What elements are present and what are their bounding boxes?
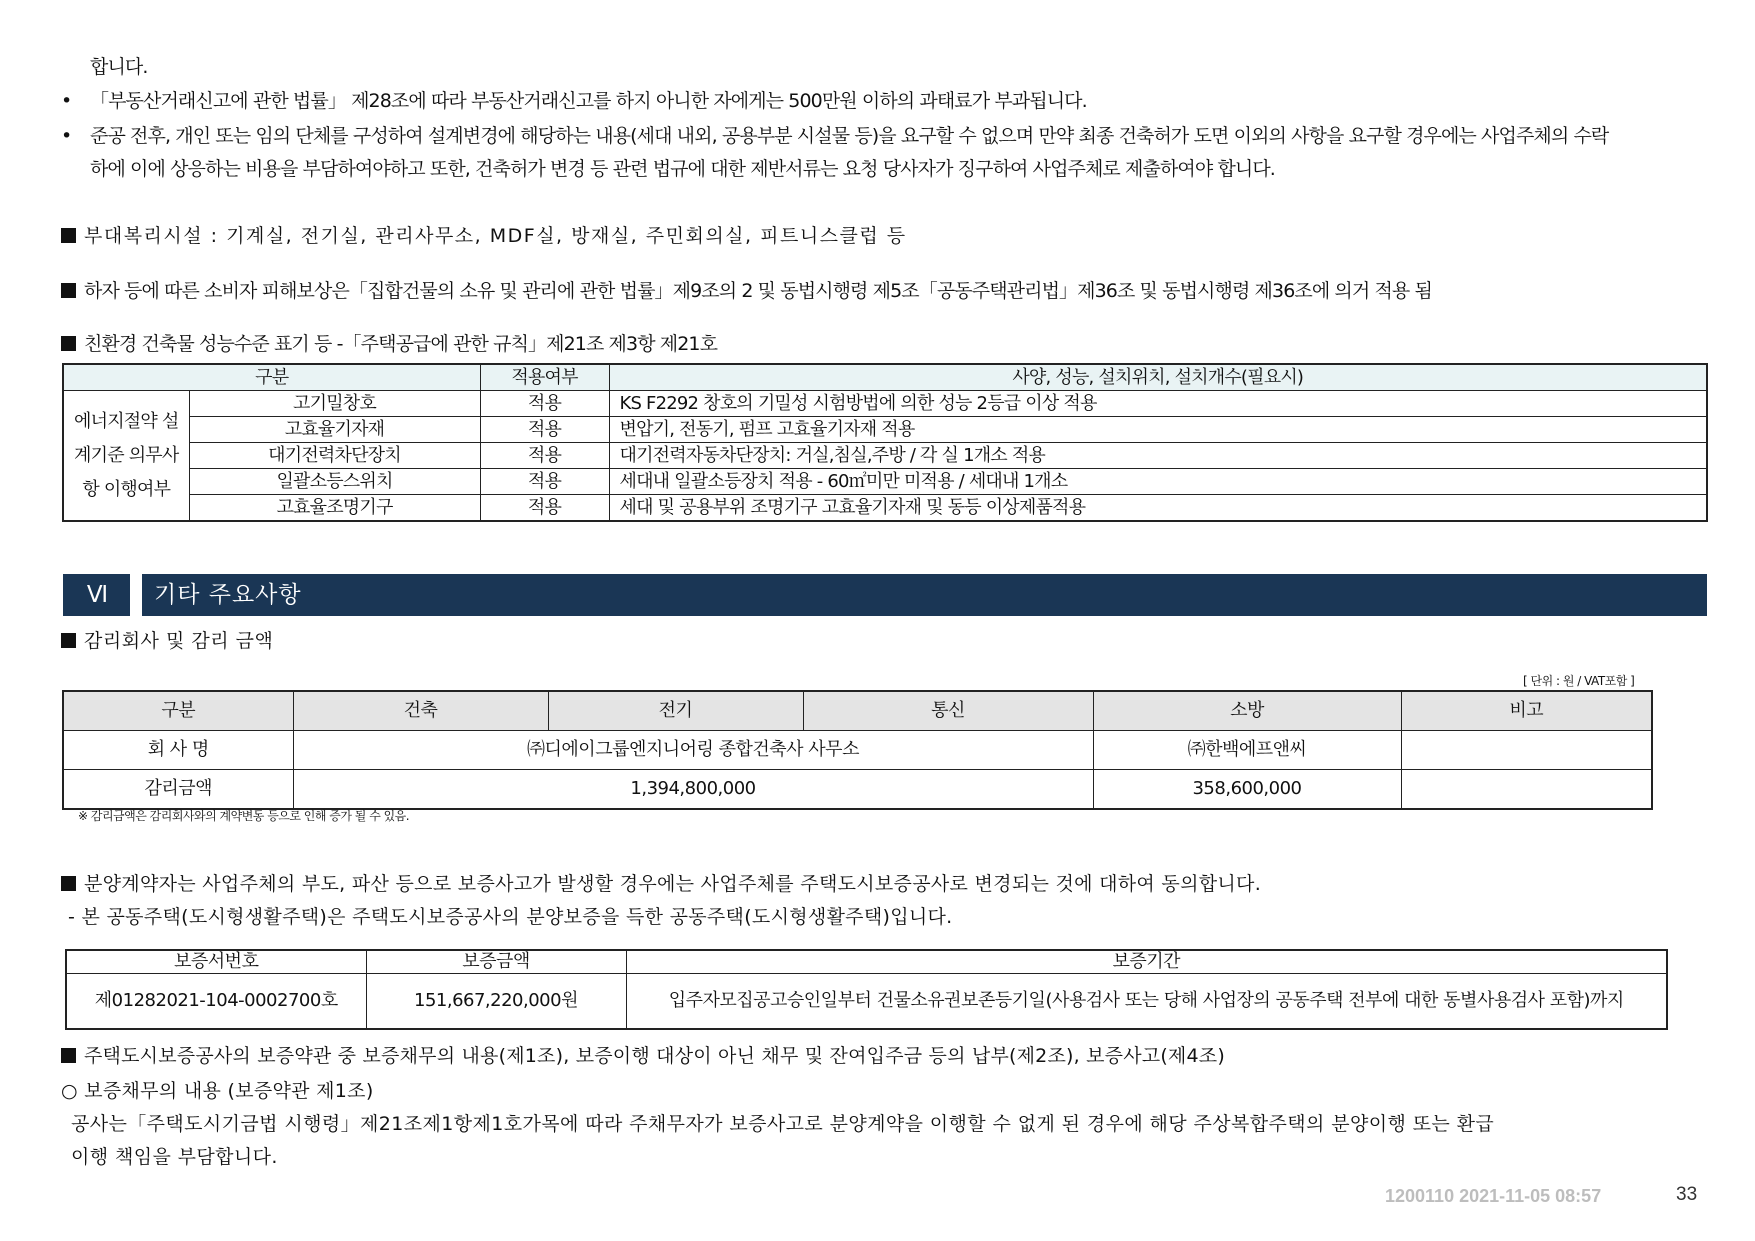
column-header: 적용여부 bbox=[480, 364, 609, 391]
table-header-row bbox=[63, 691, 1652, 731]
defect-compensation-line bbox=[61, 278, 1432, 304]
column-header: 보증기간 bbox=[626, 950, 1667, 974]
company-main-cell: ㈜디에이그룹엔지니어링 종합건축사 사무소 bbox=[293, 731, 1093, 770]
table-row bbox=[63, 495, 1707, 522]
guarantee-obligation-text-line1: 공사는「주택도시기금법 시행령」제21조제1항제1호가목에 따라 주채무자가 보증사고로 분양계약을 이행할 수 없게 된 경우에 해당 주상복합주택의 분양이행 또는 환급 bbox=[71, 1113, 1495, 1135]
section-title: 기타 주요사항 bbox=[142, 574, 1707, 616]
item-cell: 고기밀창호 bbox=[189, 391, 480, 417]
guarantee-consent-text: 분양계약자는 사업주체의 부도, 파산 등으로 보증사고가 발생할 경우에는 사업주체를 주택도시보증공사로 변경되는 것에 대하여 동의합니다. bbox=[84, 873, 1262, 895]
square-bullet-icon bbox=[61, 283, 76, 298]
guarantee-number-cell: 제01282021-104-0002700호 bbox=[66, 974, 366, 1030]
continued-text: 합니다. bbox=[90, 56, 148, 78]
table-row bbox=[63, 417, 1707, 443]
row-label: 감리금액 bbox=[63, 770, 293, 810]
table-row bbox=[66, 974, 1667, 1030]
group-label: 에너지절약 설계기준 의무사항 이행여부 bbox=[63, 391, 189, 522]
guarantee-terms-text: 주택도시보증공사의 보증약관 중 보증채무의 내용(제1조), 보증이행 대상이 아닌 채무 및 잔여입주금 등의 납부(제2조), 보증사고(제4조) bbox=[84, 1045, 1225, 1067]
supervision-table bbox=[62, 690, 1653, 810]
eco-heading-text: 친환경 건축물 성능수준 표기 등 -「주택공급에 관한 규칙」제21조 제3항 제21호 bbox=[84, 333, 718, 355]
eco-performance-table bbox=[62, 363, 1708, 522]
column-header: 보증서번호 bbox=[66, 950, 366, 974]
amount-fire-cell: 358,600,000 bbox=[1093, 770, 1401, 810]
welfare-facilities-line bbox=[61, 223, 907, 249]
amount-main-cell: 1,394,800,000 bbox=[293, 770, 1093, 810]
table-row bbox=[63, 443, 1707, 469]
column-header: 통신 bbox=[803, 691, 1093, 731]
supervision-heading-text: 감리회사 및 감리 금액 bbox=[84, 630, 274, 652]
column-header: 건축 bbox=[293, 691, 548, 731]
company-note-cell bbox=[1401, 731, 1652, 770]
column-header: 구분 bbox=[63, 691, 293, 731]
applied-cell: 적용 bbox=[480, 495, 609, 522]
square-bullet-icon bbox=[61, 633, 76, 648]
unit-note: [ 단위 : 원 / VAT포함 ] bbox=[1523, 674, 1635, 688]
column-header: 구분 bbox=[63, 364, 480, 391]
table-row bbox=[63, 731, 1652, 770]
square-bullet-icon bbox=[61, 876, 76, 891]
square-bullet-icon bbox=[61, 228, 76, 243]
item-cell: 고효율조명기구 bbox=[189, 495, 480, 522]
spec-cell: 세대내 일괄소등장치 적용 - 60㎡미만 미적용 / 세대내 1개소 bbox=[609, 469, 1707, 495]
column-header: 소방 bbox=[1093, 691, 1401, 731]
note-real-estate-report: 「부동산거래신고에 관한 법률」 제28조에 따라 부동산거래신고를 하지 아니한 자에게는 500만원 이하의 과태료가 부과됩니다. bbox=[90, 90, 1087, 112]
company-fire-cell: ㈜한백에프앤씨 bbox=[1093, 731, 1401, 770]
column-header: 비고 bbox=[1401, 691, 1652, 731]
column-header: 사양, 성능, 설치위치, 설치개수(필요시) bbox=[609, 364, 1707, 391]
table-row bbox=[63, 469, 1707, 495]
guarantee-consent-line bbox=[61, 871, 1261, 897]
applied-cell: 적용 bbox=[480, 443, 609, 469]
column-header: 전기 bbox=[548, 691, 803, 731]
column-header: 보증금액 bbox=[366, 950, 626, 974]
bullet-icon: • bbox=[61, 125, 73, 147]
spec-cell: 대기전력자동차단장치: 거실,침실,주방 / 각 실 1개소 적용 bbox=[609, 443, 1707, 469]
supervision-heading bbox=[61, 628, 273, 654]
guarantee-table bbox=[65, 949, 1668, 1030]
bullet-icon: • bbox=[61, 90, 73, 112]
eco-heading bbox=[61, 331, 717, 357]
supervision-footnote: ※ 감리금액은 감리회사와의 계약변동 등으로 인해 증가 될 수 있음. bbox=[78, 809, 410, 823]
note-design-change-line2: 하에 이에 상응하는 비용을 부담하여야하고 또한, 건축허가 변경 등 관련 법규에 대한 제반서류는 요청 당사자가 징구하여 사업주체로 제출하여야 합니다. bbox=[90, 158, 1275, 180]
guarantee-obligation-heading: ○ 보증채무의 내용 (보증약관 제1조) bbox=[61, 1080, 374, 1102]
footer-timestamp: 1200110 2021-11-05 08:57 bbox=[1385, 1186, 1602, 1206]
section-number: Ⅵ bbox=[63, 574, 130, 616]
applied-cell: 적용 bbox=[480, 469, 609, 495]
table-header-row bbox=[63, 364, 1707, 391]
guarantee-period-cell: 입주자모집공고승인일부터 건물소유권보존등기일(사용검사 또는 당해 사업장의 공동주택 전부에 대한 동별사용검사 포함)까지 bbox=[626, 974, 1667, 1030]
guarantee-statement: - 본 공동주택(도시형생활주택)은 주택도시보증공사의 분양보증을 득한 공동주택(도시형생활주택)입니다. bbox=[68, 906, 953, 928]
page-number: 33 bbox=[1676, 1184, 1698, 1205]
table-row bbox=[63, 391, 1707, 417]
table-row bbox=[63, 770, 1652, 810]
row-label: 회 사 명 bbox=[63, 731, 293, 770]
spec-cell: 변압기, 전동기, 펌프 고효율기자재 적용 bbox=[609, 417, 1707, 443]
guarantee-amount-cell: 151,667,220,000원 bbox=[366, 974, 626, 1030]
defect-compensation-text: 하자 등에 따른 소비자 피해보상은「집합건물의 소유 및 관리에 관한 법률」제9조의 2 및 동법시행령 제5조「공동주택관리법」제36조 및 동법시행령 제36조에 의거 적용 됨 bbox=[84, 280, 1432, 302]
item-cell: 대기전력차단장치 bbox=[189, 443, 480, 469]
note-design-change-line1: 준공 전후, 개인 또는 임의 단체를 구성하여 설계변경에 해당하는 내용(세대 내외, 공용부분 시설물 등)을 요구할 수 없으며 만약 최종 건축허가 도면 이외의 사항을 요구할 경우에는 사업주체의 수락 bbox=[90, 125, 1609, 147]
welfare-facilities-text: 부대복리시설 : 기계실, 전기실, 관리사무소, MDF실, 방재실, 주민회의실, 피트니스클럽 등 bbox=[84, 225, 907, 247]
spec-cell: 세대 및 공용부위 조명기구 고효율기자재 및 동등 이상제품적용 bbox=[609, 495, 1707, 522]
table-header-row bbox=[66, 950, 1667, 974]
item-cell: 고효율기자재 bbox=[189, 417, 480, 443]
amount-note-cell bbox=[1401, 770, 1652, 810]
applied-cell: 적용 bbox=[480, 391, 609, 417]
guarantee-terms-line bbox=[61, 1043, 1225, 1069]
square-bullet-icon bbox=[61, 1048, 76, 1063]
spec-cell: KS F2292 창호의 기밀성 시험방법에 의한 성능 2등급 이상 적용 bbox=[609, 391, 1707, 417]
item-cell: 일괄소등스위치 bbox=[189, 469, 480, 495]
square-bullet-icon bbox=[61, 336, 76, 351]
guarantee-obligation-text-line2: 이행 책임을 부담합니다. bbox=[71, 1146, 278, 1168]
applied-cell: 적용 bbox=[480, 417, 609, 443]
